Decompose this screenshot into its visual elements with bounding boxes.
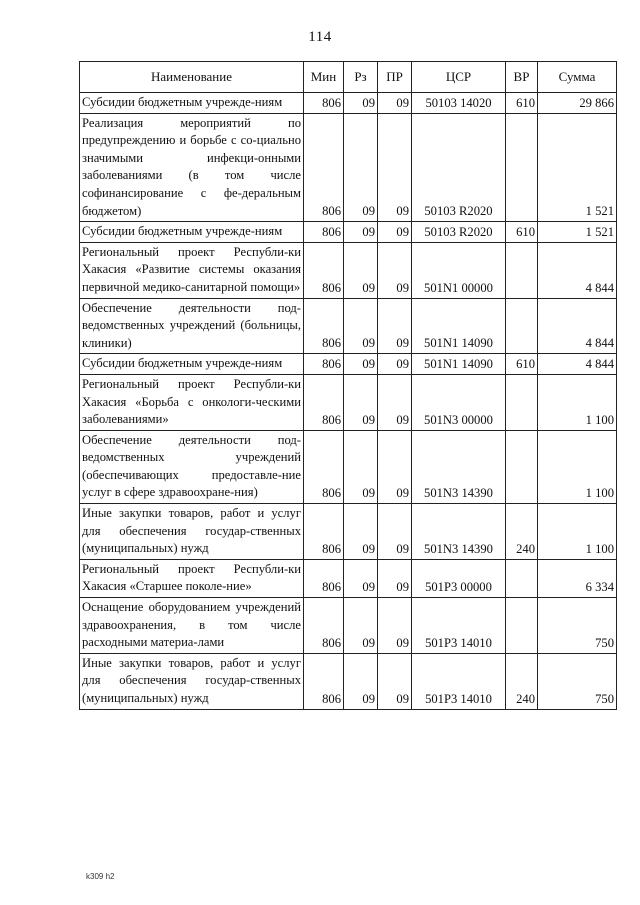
cell-name: Обеспечение деятельности под-ведомственных учреждений (больницы, клиники) bbox=[80, 298, 304, 354]
cell-name: Региональный проект Республи-ки Хакасия «Старшее поколе-ние» bbox=[80, 559, 304, 597]
cell-csr: 501N1 00000 bbox=[412, 242, 506, 298]
table-body bbox=[80, 93, 617, 710]
cell-vr: 610 bbox=[506, 93, 538, 114]
cell-vr bbox=[506, 374, 538, 430]
cell-sum: 29 866 bbox=[538, 93, 617, 114]
page-number: 114 bbox=[308, 29, 332, 45]
cell-pr: 09 bbox=[378, 242, 412, 298]
cell-vr bbox=[506, 598, 538, 654]
cell-sum: 4 844 bbox=[538, 354, 617, 375]
table-header-row bbox=[80, 62, 617, 93]
cell-sum: 1 100 bbox=[538, 504, 617, 560]
header-rz: Рз bbox=[344, 62, 378, 93]
cell-pr: 09 bbox=[378, 504, 412, 560]
cell-sum: 6 334 bbox=[538, 559, 617, 597]
cell-csr: 50103 R2020 bbox=[412, 222, 506, 243]
cell-vr: 610 bbox=[506, 222, 538, 243]
header-sum: Сумма bbox=[538, 62, 617, 93]
cell-pr: 09 bbox=[378, 598, 412, 654]
cell-min: 806 bbox=[304, 354, 344, 375]
cell-csr: 50103 14020 bbox=[412, 93, 506, 114]
cell-vr bbox=[506, 430, 538, 503]
cell-vr bbox=[506, 113, 538, 222]
cell-csr: 501P3 14010 bbox=[412, 598, 506, 654]
table-row bbox=[80, 113, 617, 222]
table-row bbox=[80, 298, 617, 354]
table-row bbox=[80, 93, 617, 114]
cell-name: Региональный проект Республи-ки Хакасия «Развитие системы оказания первичной медико-санитарной помощи» bbox=[80, 242, 304, 298]
cell-pr: 09 bbox=[378, 113, 412, 222]
cell-name: Иные закупки товаров, работ и услуг для обеспечения государ-ственных (муниципальных) нужд bbox=[80, 504, 304, 560]
cell-vr bbox=[506, 298, 538, 354]
cell-min: 806 bbox=[304, 298, 344, 354]
table-row bbox=[80, 653, 617, 709]
cell-min: 806 bbox=[304, 430, 344, 503]
cell-vr: 610 bbox=[506, 354, 538, 375]
cell-min: 806 bbox=[304, 559, 344, 597]
cell-name: Региональный проект Республи-ки Хакасия «Борьба с онкологи-ческими заболеваниями» bbox=[80, 374, 304, 430]
cell-csr: 501N3 14390 bbox=[412, 504, 506, 560]
cell-name: Субсидии бюджетным учрежде-ниям bbox=[80, 93, 304, 114]
cell-pr: 09 bbox=[378, 222, 412, 243]
cell-sum: 1 100 bbox=[538, 430, 617, 503]
cell-rz: 09 bbox=[344, 430, 378, 503]
cell-rz: 09 bbox=[344, 222, 378, 243]
cell-rz: 09 bbox=[344, 559, 378, 597]
table-row bbox=[80, 374, 617, 430]
cell-name: Оснащение оборудованием учреждений здравоохранения, в том числе расходными материа-лами bbox=[80, 598, 304, 654]
footer-code: k309 h2 bbox=[86, 872, 115, 881]
cell-csr: 501P3 00000 bbox=[412, 559, 506, 597]
cell-vr: 240 bbox=[506, 653, 538, 709]
table-row bbox=[80, 504, 617, 560]
cell-sum: 750 bbox=[538, 598, 617, 654]
cell-pr: 09 bbox=[378, 559, 412, 597]
cell-min: 806 bbox=[304, 242, 344, 298]
cell-min: 806 bbox=[304, 113, 344, 222]
cell-sum: 4 844 bbox=[538, 298, 617, 354]
cell-rz: 09 bbox=[344, 374, 378, 430]
cell-rz: 09 bbox=[344, 298, 378, 354]
cell-vr bbox=[506, 559, 538, 597]
header-vr: ВР bbox=[506, 62, 538, 93]
cell-sum: 1 521 bbox=[538, 113, 617, 222]
table-row bbox=[80, 598, 617, 654]
cell-csr: 501N3 14390 bbox=[412, 430, 506, 503]
cell-csr: 501P3 14010 bbox=[412, 653, 506, 709]
cell-csr: 501N1 14090 bbox=[412, 354, 506, 375]
cell-rz: 09 bbox=[344, 653, 378, 709]
cell-sum: 4 844 bbox=[538, 242, 617, 298]
budget-table bbox=[79, 61, 617, 710]
cell-rz: 09 bbox=[344, 354, 378, 375]
header-csr: ЦСР bbox=[412, 62, 506, 93]
table-row bbox=[80, 242, 617, 298]
cell-vr bbox=[506, 242, 538, 298]
cell-min: 806 bbox=[304, 504, 344, 560]
cell-min: 806 bbox=[304, 598, 344, 654]
cell-rz: 09 bbox=[344, 242, 378, 298]
cell-name: Обеспечение деятельности под-ведомственных учреждений (обеспечивающих предоставле-ние услуг в сфере здравоохране-ния) bbox=[80, 430, 304, 503]
cell-sum: 1 100 bbox=[538, 374, 617, 430]
cell-csr: 501N1 14090 bbox=[412, 298, 506, 354]
cell-sum: 750 bbox=[538, 653, 617, 709]
cell-min: 806 bbox=[304, 93, 344, 114]
header-pr: ПР bbox=[378, 62, 412, 93]
cell-sum: 1 521 bbox=[538, 222, 617, 243]
cell-min: 806 bbox=[304, 653, 344, 709]
cell-pr: 09 bbox=[378, 298, 412, 354]
cell-pr: 09 bbox=[378, 374, 412, 430]
cell-vr: 240 bbox=[506, 504, 538, 560]
cell-min: 806 bbox=[304, 222, 344, 243]
table-row bbox=[80, 430, 617, 503]
cell-rz: 09 bbox=[344, 504, 378, 560]
table-row bbox=[80, 559, 617, 597]
cell-pr: 09 bbox=[378, 430, 412, 503]
cell-pr: 09 bbox=[378, 354, 412, 375]
table-row bbox=[80, 222, 617, 243]
cell-csr: 501N3 00000 bbox=[412, 374, 506, 430]
cell-name: Иные закупки товаров, работ и услуг для обеспечения государ-ственных (муниципальных) нужд bbox=[80, 653, 304, 709]
header-name: Наименование bbox=[80, 62, 304, 93]
table-row bbox=[80, 354, 617, 375]
cell-pr: 09 bbox=[378, 93, 412, 114]
cell-rz: 09 bbox=[344, 113, 378, 222]
header-min: Мин bbox=[304, 62, 344, 93]
cell-min: 806 bbox=[304, 374, 344, 430]
cell-csr: 50103 R2020 bbox=[412, 113, 506, 222]
cell-name: Субсидии бюджетным учрежде-ниям bbox=[80, 222, 304, 243]
cell-rz: 09 bbox=[344, 93, 378, 114]
cell-pr: 09 bbox=[378, 653, 412, 709]
cell-name: Субсидии бюджетным учрежде-ниям bbox=[80, 354, 304, 375]
cell-name: Реализация мероприятий по предупреждению и борьбе с со-циально значимыми инфекци-онными заболеваниями (в том числе софинансирование с фе-деральным бюджетом) bbox=[80, 113, 304, 222]
cell-rz: 09 bbox=[344, 598, 378, 654]
